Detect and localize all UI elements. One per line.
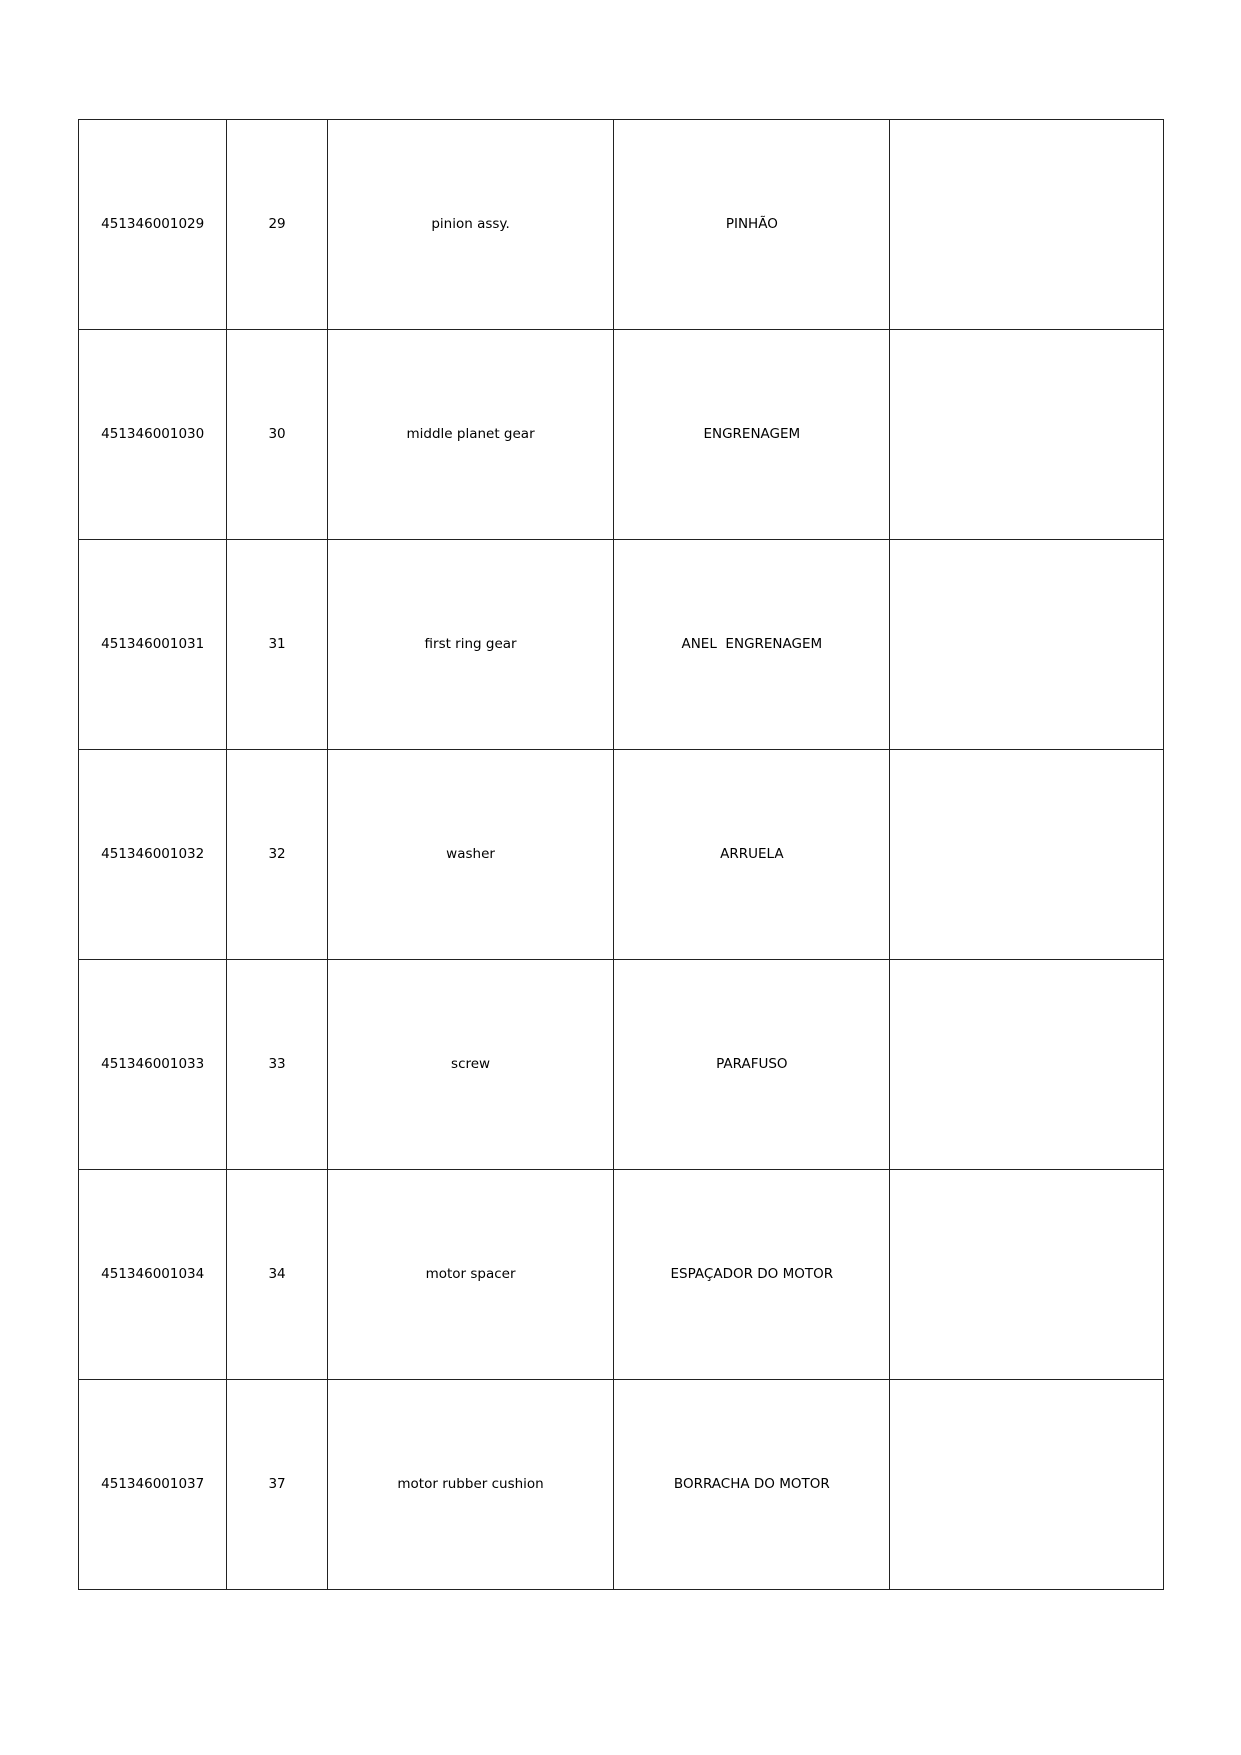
- part-number-cell: 30: [227, 330, 327, 540]
- description-en-cell: motor rubber cushion: [327, 1380, 614, 1590]
- part-number-cell: 31: [227, 540, 327, 750]
- parts-table: [78, 119, 1164, 1590]
- notes-cell: [890, 120, 1164, 330]
- notes-cell: [890, 1170, 1164, 1380]
- description-pt-cell: BORRACHA DO MOTOR: [614, 1380, 890, 1590]
- part-number-cell: 32: [227, 750, 327, 960]
- part-number-cell: 29: [227, 120, 327, 330]
- notes-cell: [890, 750, 1164, 960]
- part-code-cell: 451346001031: [79, 540, 227, 750]
- notes-cell: [890, 330, 1164, 540]
- description-en-cell: first ring gear: [327, 540, 614, 750]
- table-row: [79, 1380, 1164, 1590]
- notes-cell: [890, 960, 1164, 1170]
- part-code-cell: 451346001037: [79, 1380, 227, 1590]
- description-en-cell: screw: [327, 960, 614, 1170]
- description-pt-cell: PINHÃO: [614, 120, 890, 330]
- description-pt-cell: ARRUELA: [614, 750, 890, 960]
- table-row: [79, 120, 1164, 330]
- description-en-cell: washer: [327, 750, 614, 960]
- table-row: [79, 750, 1164, 960]
- part-number-cell: 34: [227, 1170, 327, 1380]
- table-row: [79, 330, 1164, 540]
- description-en-cell: motor spacer: [327, 1170, 614, 1380]
- description-pt-cell: PARAFUSO: [614, 960, 890, 1170]
- description-pt-cell: ESPAÇADOR DO MOTOR: [614, 1170, 890, 1380]
- part-code-cell: 451346001030: [79, 330, 227, 540]
- notes-cell: [890, 540, 1164, 750]
- table-row: [79, 1170, 1164, 1380]
- table-row: [79, 540, 1164, 750]
- part-code-cell: 451346001032: [79, 750, 227, 960]
- description-en-cell: middle planet gear: [327, 330, 614, 540]
- description-pt-cell: ANEL ENGRENAGEM: [614, 540, 890, 750]
- part-number-cell: 37: [227, 1380, 327, 1590]
- description-pt-cell: ENGRENAGEM: [614, 330, 890, 540]
- table-row: [79, 960, 1164, 1170]
- part-number-cell: 33: [227, 960, 327, 1170]
- part-code-cell: 451346001034: [79, 1170, 227, 1380]
- notes-cell: [890, 1380, 1164, 1590]
- part-code-cell: 451346001029: [79, 120, 227, 330]
- description-en-cell: pinion assy.: [327, 120, 614, 330]
- part-code-cell: 451346001033: [79, 960, 227, 1170]
